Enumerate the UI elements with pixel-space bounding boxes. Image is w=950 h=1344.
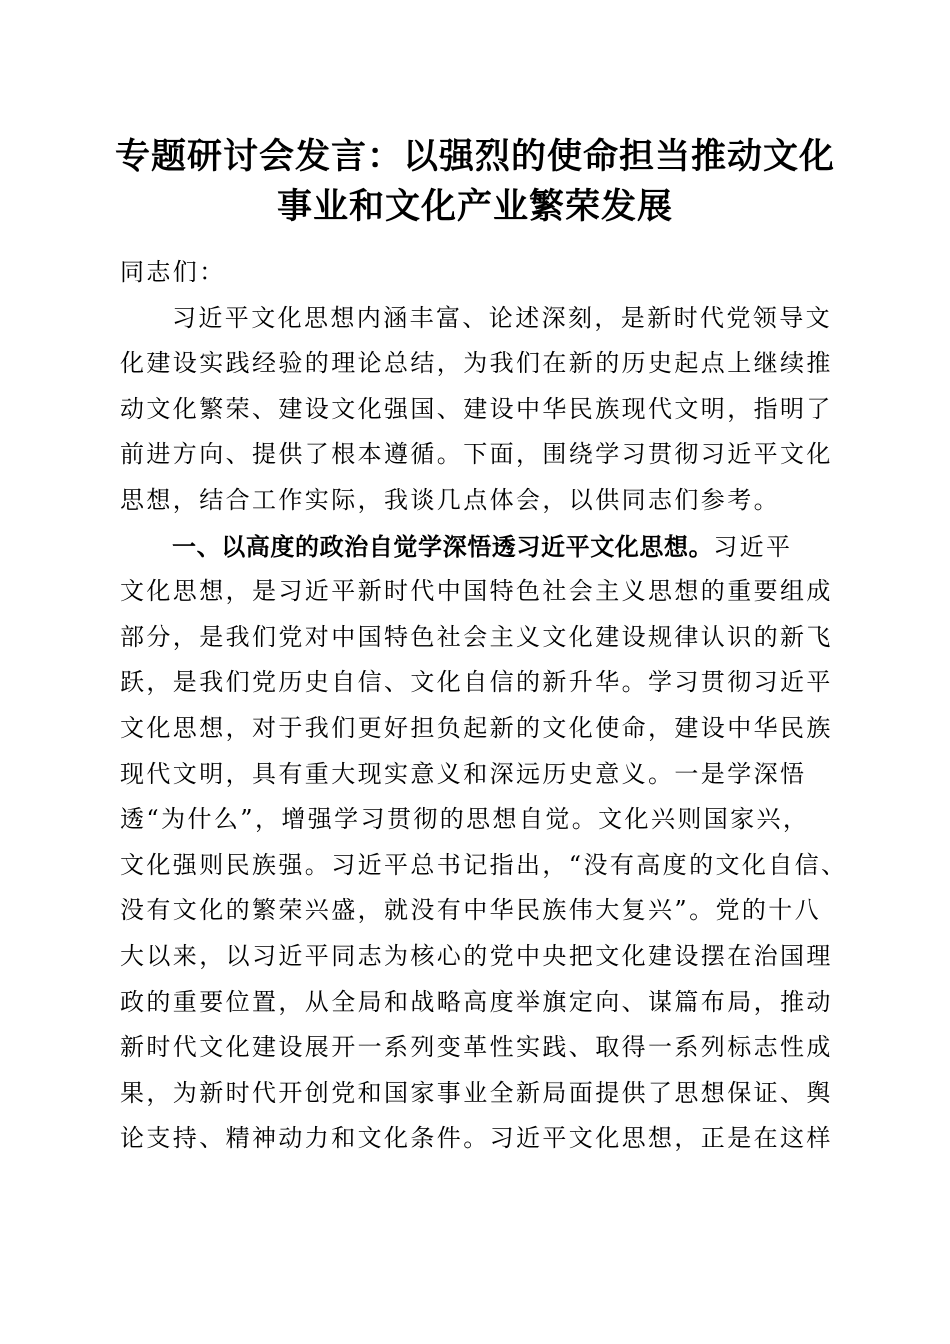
paragraph-line: 新时代文化建设展开一系列变革性实践、取得一系列标志性成 (120, 1033, 833, 1062)
section-1-first-line-text: 习近平 (713, 532, 793, 561)
paragraph-line: 现代文明，具有重大现实意义和深远历史意义。一是学深悟 (120, 759, 807, 788)
paragraph-line: 动文化繁荣、建设文化强国、建设中华民族现代文明，指明了 (120, 394, 833, 423)
paragraph-line: 大以来，以习近平同志为核心的党中央把文化建设摆在治国理 (120, 941, 833, 970)
paragraph-line: 政的重要位置，从全局和战略高度举旗定向、谋篇布局，推动 (120, 987, 833, 1016)
document-body (120, 250, 848, 1162)
section-1-heading: 一、以高度的政治自觉学深悟透习近平文化思想。 (172, 531, 714, 561)
paragraph-line: 化建设实践经验的理论总结，为我们在新的历史起点上继续推 (120, 349, 833, 378)
section-1 (120, 524, 848, 1162)
title-line-2: 事业和文化产业繁荣发展 (276, 186, 673, 227)
paragraph-line: 透“为什么”，增强学习贯彻的思想自觉。文化兴则国家兴， (120, 805, 810, 834)
salutation: 同志们： (120, 258, 226, 286)
paragraph-line: 习近平文化思想内涵丰富、论述深刻，是新时代党领导文 (172, 303, 832, 332)
document-title (100, 132, 850, 232)
paragraph-line: 文化思想，对于我们更好担负起新的文化使命，建设中华民族 (120, 713, 833, 742)
paragraph-line: 文化强则民族强。习近平总书记指出，“没有高度的文化自信、 (120, 850, 848, 879)
section-1-first-line (120, 524, 830, 570)
paragraph-line: 前进方向、提供了根本遵循。下面，围绕学习贯彻习近平文化 (120, 440, 833, 469)
paragraph-line: 文化思想，是习近平新时代中国特色社会主义思想的重要组成 (120, 577, 833, 606)
paragraph-line: 部分，是我们党对中国特色社会主义文化建设规律认识的新飞 (120, 622, 833, 651)
paragraph-line: 没有文化的繁荣兴盛，就没有中华民族伟大复兴”。党的十八 (120, 896, 822, 925)
paragraph-line: 果，为新时代开创党和国家事业全新局面提供了思想保证、舆 (120, 1078, 833, 1107)
paragraph-line: 跃，是我们党历史自信、文化自信的新升华。学习贯彻习近平 (120, 668, 833, 697)
title-line-1: 专题研讨会发言：以强烈的使命担当推动文化 (114, 136, 835, 177)
paragraph-intro (120, 296, 833, 524)
paragraph-line: 论支持、精神动力和文化条件。习近平文化思想，正是在这样 (120, 1124, 833, 1153)
paragraph-line: 思想，结合工作实际，我谈几点体会，以供同志们参考。 (120, 485, 780, 514)
